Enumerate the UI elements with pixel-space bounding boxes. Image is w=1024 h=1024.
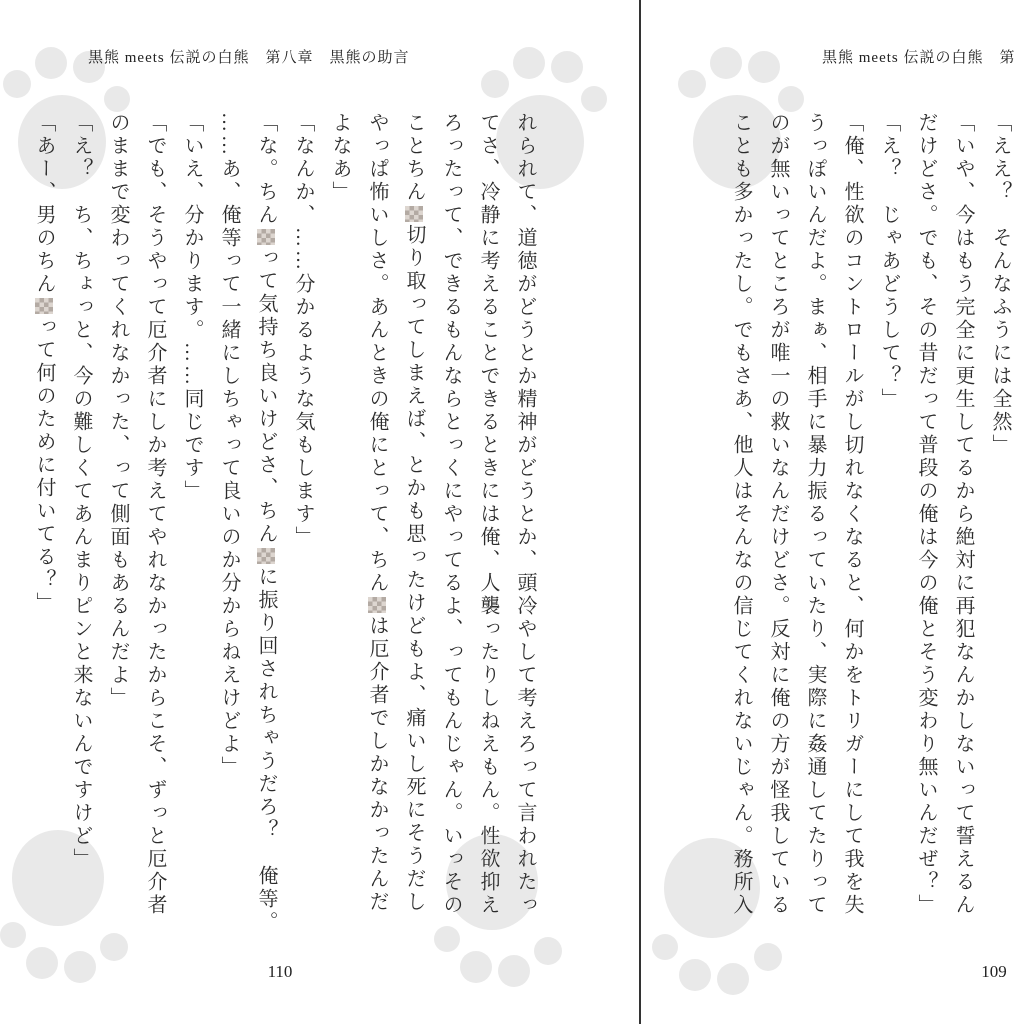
text-column: やっぱ怖いしさ。あんときの俺にとって、ちんは厄介者でしかなかったんだ xyxy=(366,112,388,914)
text-column: 「俺、性欲のコントロールがし切れなくなると、何かをトリガーにして我を失 xyxy=(841,112,863,917)
text-column: ……あ、俺等って一緒にしちゃって良いのか分からねえけどよ」 xyxy=(218,112,240,779)
text-column: だけどさ。でも、その昔だって普段の俺は今の俺とそう変わり無いんだぜ？」 xyxy=(915,112,937,917)
censor-mosaic-icon xyxy=(405,206,423,222)
running-header-right: 黒熊 meets 伝説の白熊 第 xyxy=(822,50,1016,66)
text-column: 「いえ、分かります。……同じです」 xyxy=(181,112,203,503)
text-column: てさ、冷静に考えることできるときには俺、人襲ったりしねえもん。性欲抑え xyxy=(477,112,499,917)
vertical-text-body-right xyxy=(718,112,1018,962)
running-header-left: 黒熊 meets 伝説の白熊 第八章 黒熊の助言 xyxy=(88,50,410,66)
text-column: 「え？ ち、ちょっと、今の難しくてあんまりピンと来ないんですけど」 xyxy=(70,112,92,871)
text-column: のが無いってところが唯一の救いなんだけどさ。反対に俺の方が怪我している xyxy=(767,112,789,917)
text-column: ことちん切り取ってしまえば、とかも思ったけどもよ、痛いし死にそうだし xyxy=(403,112,425,914)
censor-mosaic-icon xyxy=(368,597,386,613)
text-column: 「いや、今はもう完全に更生してるから絶対に再犯なんかしないって誓えるん xyxy=(952,112,974,917)
text-column: れられて、道徳がどうとか精神がどうとか、頭冷やして考えろって言われたっ xyxy=(514,112,536,917)
page-number-right: 109 xyxy=(981,962,1007,981)
censor-mosaic-icon xyxy=(257,229,275,245)
text-column: 「な。ちんって気持ち良いけどさ、ちんに振り回されちゃうだろ？ 俺等。 xyxy=(255,112,277,934)
censor-mosaic-icon xyxy=(35,298,53,314)
text-column: ろったって、できるもんならとっくにやってるよ、ってもんじゃん。いっその xyxy=(440,112,462,917)
text-column: 「なんか、……分かるような気もします」 xyxy=(292,112,314,549)
text-column: 「え？ じゃあどうして？」 xyxy=(878,112,900,411)
text-column: 「でも、そうやって厄介者にしか考えてやれなかったからこそ、ずっと厄介者 xyxy=(144,112,166,917)
text-column: うっぽいんだよ。まぁ、相手に暴力振るっていたり、実際に姦通してたりって xyxy=(804,112,826,917)
text-column: よなあ」 xyxy=(329,112,351,204)
text-column: ことも多かったし。でもさあ、他人はそんなの信じてくれないじゃん。務所入 xyxy=(730,112,752,917)
vertical-text-body-left xyxy=(25,112,543,962)
text-column: 「ええ？ そんなふうには全然」 xyxy=(989,112,1011,457)
text-column: 「あー、男のちんって何のために付いてる？」 xyxy=(33,112,55,615)
text-column: のままで変わってくれなかった、って側面もあるんだよ」 xyxy=(107,112,129,710)
page-gutter-divider xyxy=(639,0,641,1024)
censor-mosaic-icon xyxy=(257,548,275,564)
page-number-left: 110 xyxy=(267,962,293,981)
